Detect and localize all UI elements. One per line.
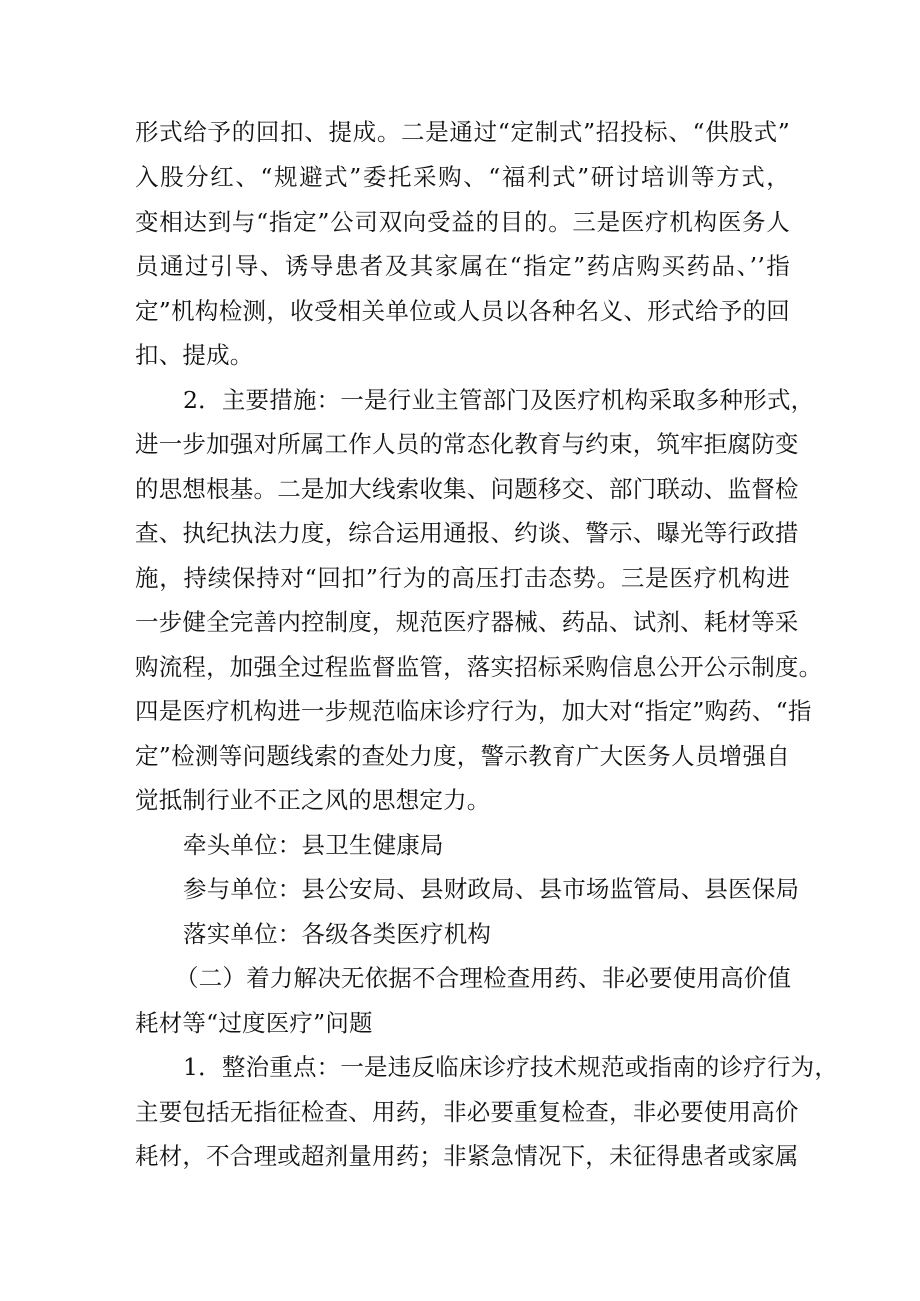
text-line: 定”检测等问题线索的查处力度，警示教育广大医务人员增强自 — [135, 742, 790, 770]
text-line: 入股分红、“规避式”委托采购、“福利式”研讨培训等方式， — [135, 163, 790, 191]
text-line: 定”机构检测，收受相关单位或人员以各种名义、形式给予的回 — [135, 297, 790, 325]
text-line: 扣、提成。 — [135, 341, 254, 369]
text-line: 四是医疗机构进一步规范临床诊疗行为，加大对“指定”购药、“指 — [135, 697, 812, 725]
text-line: 购流程，加强全过程监督监管，落实招标采购信息公开公示制度。 — [135, 653, 823, 681]
text-line: 查、执纪执法力度，综合运用通报、约谈、警示、曝光等行政措 — [135, 519, 799, 547]
text-line: 的思想根基。二是加大线索收集、问题移交、部门联动、监督检 — [135, 475, 799, 503]
text-line: 觉抵制行业不正之风的思想定力。 — [135, 786, 491, 814]
text-line: 变相达到与“指定”公司双向受益的目的。三是医疗机构医务人 — [135, 208, 790, 236]
text-line: 施，持续保持对“回扣”行为的高压打击态势。三是医疗机构进 — [135, 564, 790, 592]
text-line: 主要包括无指征检查、用药，非必要重复检查，非必要使用高价 — [135, 1098, 799, 1126]
text-line: 耗材，不合理或超剂量用药；非紧急情况下，未征得患者或家属 — [135, 1142, 799, 1170]
participating-units-line: 参与单位：县公安局、县财政局、县市场监管局、县医保局 — [183, 875, 800, 903]
section-heading: 耗材等“过度医疗”问题 — [135, 1009, 373, 1037]
section-heading: （二）着力解决无依据不合理检查用药、非必要使用高价值 — [175, 964, 792, 992]
text-line: 1．整治重点：一是违反临床诊疗技术规范或指南的诊疗行为， — [183, 1053, 839, 1081]
lead-unit-line: 牵头单位：县卫生健康局 — [183, 831, 444, 859]
text-line: 进一步加强对所属工作人员的常态化教育与约束，筑牢拒腐防变 — [135, 430, 799, 458]
text-line: 形式给予的回扣、提成。二是通过“定制式”招投标、“供股式” — [135, 118, 790, 146]
implementing-units-line: 落实单位：各级各类医疗机构 — [183, 920, 492, 948]
text-line: 2．主要措施：一是行业主管部门及医疗机构采取多种形式， — [183, 386, 815, 414]
text-line: 一步健全完善内控制度，规范医疗器械、药品、试剂、耗材等采 — [135, 608, 799, 636]
text-line: 员通过引导、诱导患者及其家属在“指定”药店购买药品、’’指 — [135, 252, 790, 280]
